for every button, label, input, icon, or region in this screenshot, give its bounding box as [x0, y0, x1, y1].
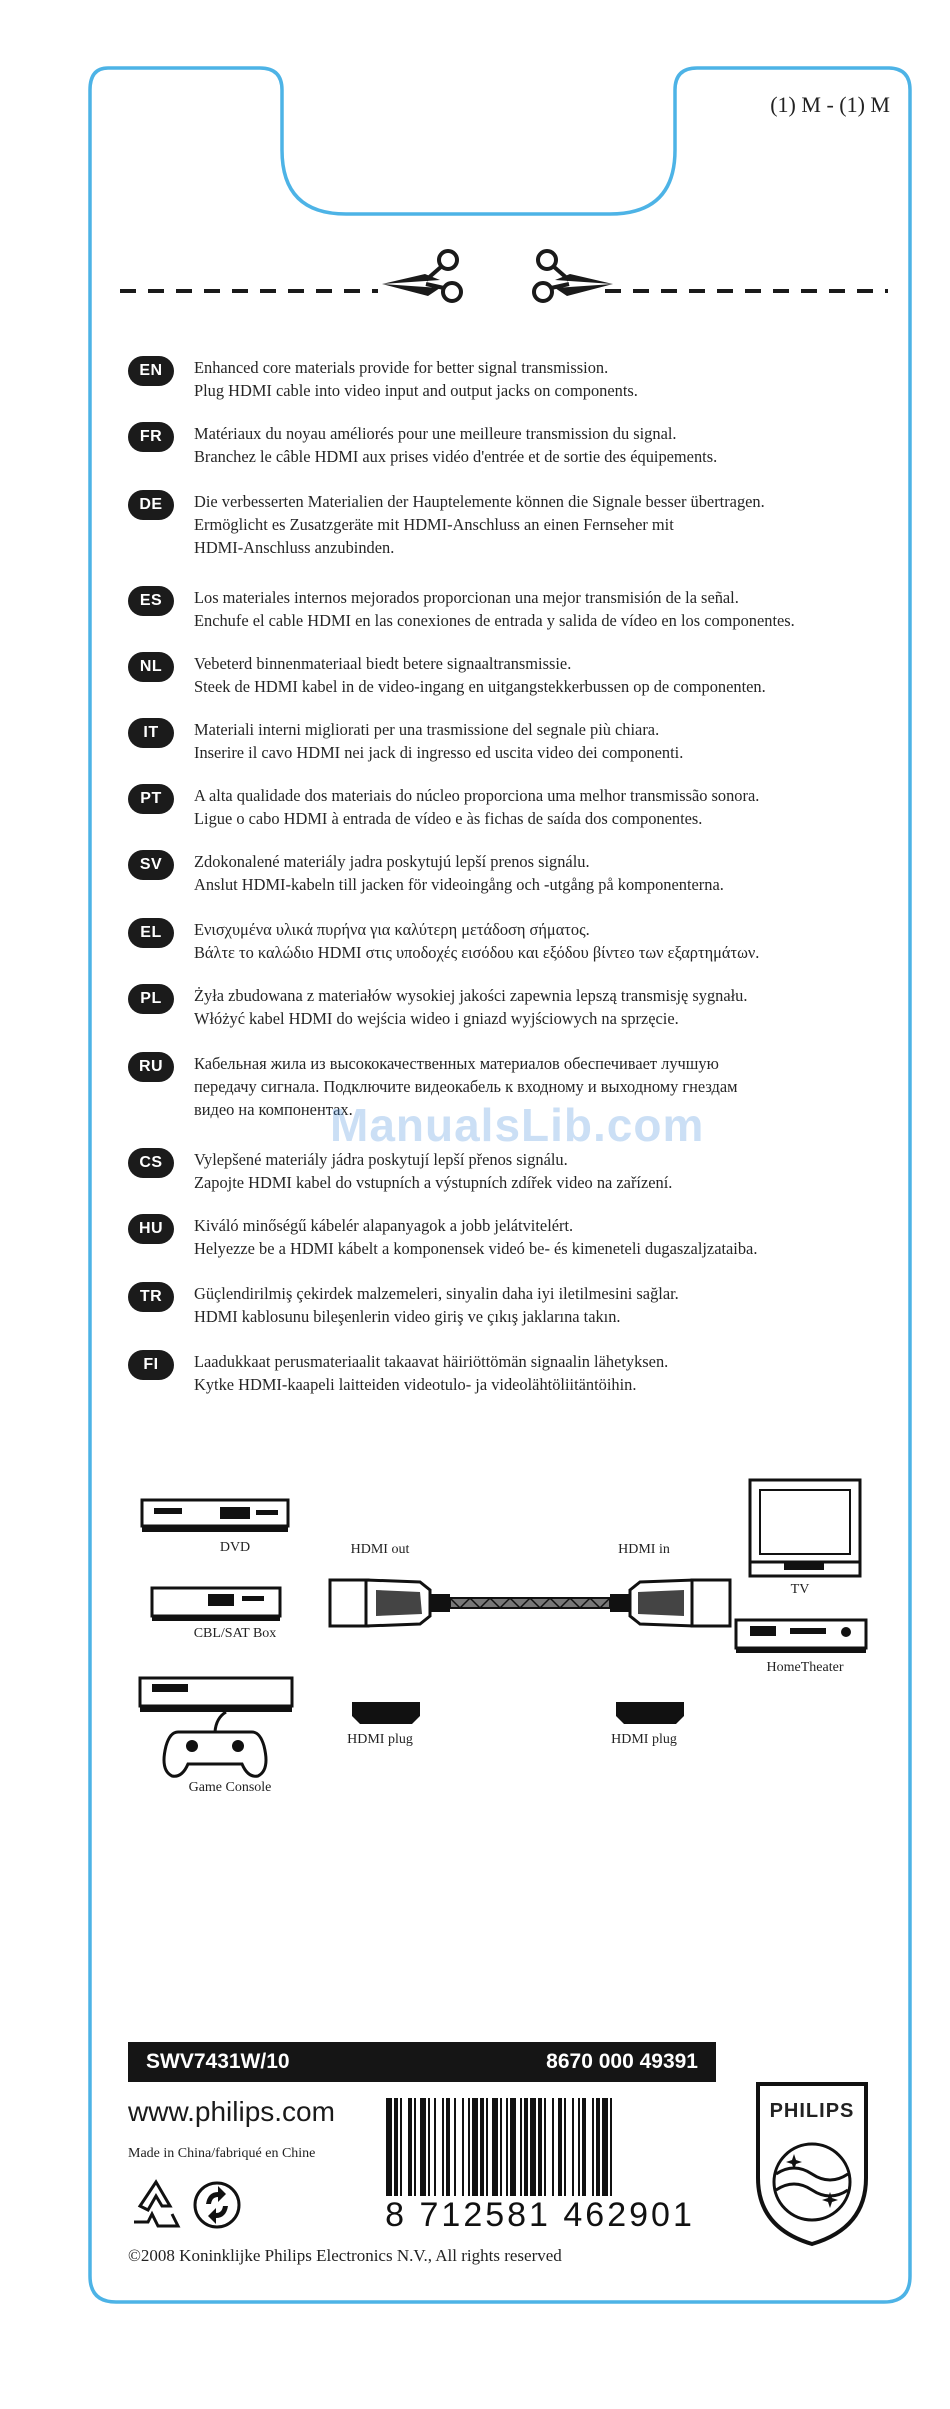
model-number: SWV7431W/10 — [146, 2050, 290, 2073]
instruction-sv — [128, 850, 908, 912]
instruction-line: Włóżyć kabel HDMI do wejścia wideo i gniazd wyjściowych na sprzęcie. — [194, 1009, 679, 1028]
product-code-bar — [128, 2042, 716, 2082]
cable-box-icon — [152, 1588, 280, 1621]
home-theater-icon — [736, 1620, 866, 1653]
instruction-line: передачу сигнала. Подключите видеокабель к входному и выходному гнездам — [194, 1077, 738, 1096]
language-badge: DE — [128, 490, 174, 520]
instruction-text — [194, 1282, 950, 1328]
language-badge: IT — [128, 718, 174, 748]
instruction-text — [194, 1148, 950, 1194]
instruction-text — [194, 586, 950, 632]
game-console-icon — [140, 1678, 292, 1776]
instruction-line: видео на компонентах. — [194, 1100, 353, 1119]
cable-box-label: CBL/SAT Box — [193, 1626, 277, 1641]
watermark: ManualsLib.com — [330, 1099, 705, 1151]
instruction-es — [128, 586, 908, 648]
instruction-pl — [128, 984, 908, 1046]
hdmi-out-label: HDMI out — [350, 1542, 410, 1557]
tv-label: TV — [790, 1582, 810, 1597]
instruction-line: Żyła zbudowana z materiałów wysokiej jakości zapewnia lepszą transmisję sygnału. — [194, 986, 748, 1005]
dvd-label: DVD — [219, 1540, 251, 1555]
instruction-cs — [128, 1148, 908, 1210]
made-in: Made in China/fabriqué en Chine — [128, 2146, 316, 2161]
instruction-line: Enchufe el cable HDMI en las conexiones de entrada y salida de vídeo en los componentes. — [194, 611, 795, 630]
instruction-text — [194, 984, 950, 1030]
recycle-icon — [128, 2178, 184, 2232]
instruction-line: Ligue o cabo HDMI à entrada de vídeo e às fichas de saída dos componentes. — [194, 809, 703, 828]
copyright: ©2008 Koninklijke Philips Electronics N.V., All rights reserved — [128, 2246, 562, 2265]
instruction-line: A alta qualidade dos materiais do núcleo proporciona uma melhor transmissão sonora. — [194, 786, 760, 805]
instruction-line: HDMI-Anschluss anzubinden. — [194, 538, 395, 557]
instruction-line: Materiali interni migliorati per una trasmissione del segnale più chiara. — [194, 720, 660, 739]
instruction-text — [194, 1350, 950, 1396]
instruction-line: Ενισχυμένα υλικά πυρήνα για καλύτερη μετάδοση σήματος. — [194, 920, 590, 939]
home-theater-label: HomeTheater — [766, 1660, 844, 1675]
instruction-fi — [128, 1350, 908, 1412]
hdmi-in-label: HDMI in — [618, 1542, 670, 1557]
language-badge: PT — [128, 784, 174, 814]
barcode-digits: 8 712581 462901 — [370, 2196, 710, 2235]
instruction-line: Vylepšené materiály jádra poskytují lepší přenos signálu. — [194, 1150, 568, 1169]
hdmi-plug-label: HDMI plug — [347, 1732, 413, 1747]
language-badge: EL — [128, 918, 174, 948]
language-badge: FR — [128, 422, 174, 452]
instruction-line: Plug HDMI cable into video input and output jacks on components. — [194, 381, 638, 400]
hdmi-cable-icon — [330, 1580, 730, 1626]
instruction-line: Los materiales internos mejorados proporcionan una mejor transmisión de la señal. — [194, 588, 739, 607]
instruction-text — [194, 850, 950, 896]
instruction-tr — [128, 1282, 908, 1344]
language-badge: FI — [128, 1350, 174, 1380]
language-badge: HU — [128, 1214, 174, 1244]
instruction-line: Ermöglicht es Zusatzgeräte mit HDMI-Anschluss an einen Fernseher mit — [194, 515, 674, 534]
instruction-line: Kytke HDMI-kaapeli laitteiden videotulo- ja videolähtöliitäntöihin. — [194, 1375, 637, 1394]
instruction-el — [128, 918, 908, 980]
instruction-line: HDMI kablosunu bileşenlerin video giriş ve çıkış jaklarına takın. — [194, 1307, 621, 1326]
website: www.philips.com — [128, 2096, 335, 2127]
tv-icon — [750, 1480, 860, 1576]
language-badge: SV — [128, 850, 174, 880]
instruction-line: Kiváló minőségű kábelér alapanyagok a jobb jelátvitelért. — [194, 1216, 574, 1235]
game-console-label: Game Console — [188, 1780, 272, 1795]
instruction-line: Branchez le câble HDMI aux prises vidéo d'entrée et de sortie des équipements. — [194, 447, 718, 466]
instruction-text — [194, 718, 950, 764]
philips-brand: PHILIPS — [769, 2100, 855, 2122]
instruction-line: Vebeterd binnenmateriaal biedt betere signaaltransmissie. — [194, 654, 572, 673]
instruction-text — [194, 652, 950, 698]
instruction-en — [128, 356, 908, 418]
instruction-line: Die verbesserten Materialien der Hauptelemente können die Signale besser übertragen. — [194, 492, 765, 511]
instruction-nl — [128, 652, 908, 714]
scissors-icon — [380, 244, 470, 304]
instruction-fr — [128, 422, 908, 484]
instruction-text — [194, 356, 950, 402]
instruction-line: Steek de HDMI kabel in de video-ingang en uitgangstekkerbussen op de componenten. — [194, 677, 766, 696]
language-badge: ES — [128, 586, 174, 616]
instruction-line: Anslut HDMI-kabeln till jacken för videoingång och -utgång på komponenterna. — [194, 875, 724, 894]
dvd-player-icon — [142, 1500, 288, 1532]
language-badge: TR — [128, 1282, 174, 1312]
language-badge: PL — [128, 984, 174, 1014]
instruction-text — [194, 490, 950, 559]
language-badge: EN — [128, 356, 174, 386]
language-badge: NL — [128, 652, 174, 682]
philips-logo — [752, 2078, 872, 2248]
instruction-pt — [128, 784, 908, 846]
instruction-text — [194, 784, 950, 830]
hdmi-plug-icon — [616, 1702, 684, 1724]
instruction-de — [128, 490, 908, 557]
instruction-line: Güçlendirilmiş çekirdek malzemeleri, sinyalin daha iyi iletilmesini sağlar. — [194, 1284, 679, 1303]
instruction-text — [194, 918, 950, 964]
instruction-it — [128, 718, 908, 780]
connector-type: (1) M - (1) M — [770, 92, 890, 117]
instruction-line: Кабельная жила из высококачественных материалов обеспечивает лучшую — [194, 1054, 719, 1073]
green-dot-icon — [192, 2180, 242, 2230]
product-code: 8670 000 49391 — [546, 2050, 698, 2073]
instruction-line: Matériaux du noyau améliorés pour une meilleure transmission du signal. — [194, 424, 677, 443]
instruction-line: Enhanced core materials provide for better signal transmission. — [194, 358, 609, 377]
instruction-line: Zdokonalené materiály jadra poskytujú lepší prenos signálu. — [194, 852, 590, 871]
instruction-text — [194, 422, 950, 468]
instruction-hu — [128, 1214, 908, 1276]
hdmi-plug-label: HDMI plug — [611, 1732, 677, 1747]
hdmi-plug-icon — [352, 1702, 420, 1724]
instruction-line: Βάλτε το καλώδιο HDMI στις υποδοχές εισόδου και εξόδου βίντεο των εξαρτημάτων. — [194, 943, 760, 962]
instruction-line: Helyezze be a HDMI kábelt a komponensek videó be- és kimeneteli dugaszaljzataiba. — [194, 1239, 758, 1258]
scissors-icon — [525, 244, 615, 304]
language-badge: RU — [128, 1052, 174, 1082]
language-badge: CS — [128, 1148, 174, 1178]
instruction-line: Inserire il cavo HDMI nei jack di ingresso ed uscita video dei componenti. — [194, 743, 684, 762]
instruction-text — [194, 1214, 950, 1260]
instruction-line: Laadukkaat perusmateriaalit takaavat häiriöttömän signaalin lähetyksen. — [194, 1352, 669, 1371]
instruction-line: Zapojte HDMI kabel do vstupních a výstupních zdířek video na zařízení. — [194, 1173, 673, 1192]
